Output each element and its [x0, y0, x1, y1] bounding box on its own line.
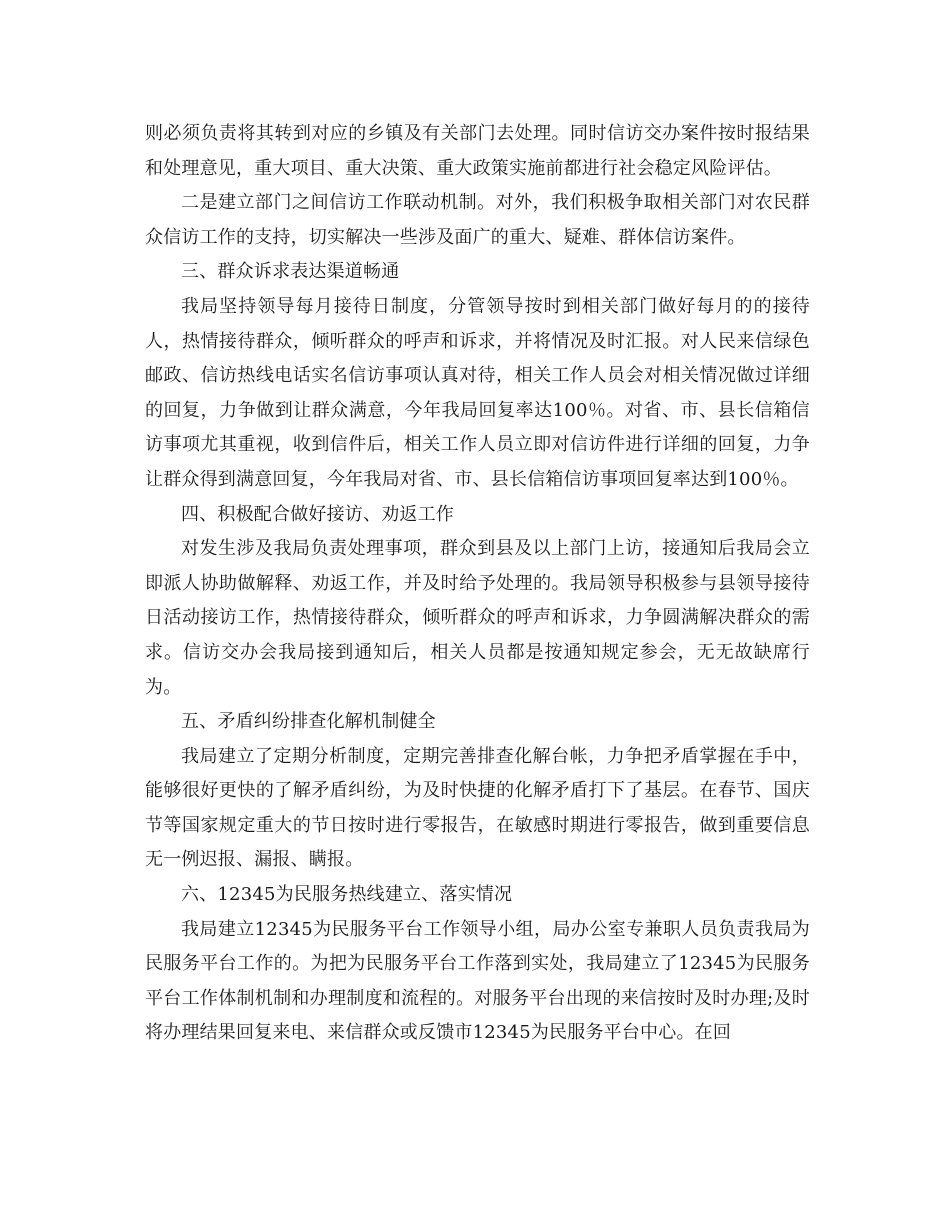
section-heading-6: 六、12345为民服务热线建立、落实情况	[181, 884, 513, 906]
paragraph-dispute-resolution: 我局建立了定期分析制度，定期完善排查化解台帐，力争把矛盾掌握在手中，能够很好更快的了解矛盾纠纷，为及时快捷的化解矛盾打下了基层。在春节、国庆节等国家规定重大的节日按时进行零报告，在敏感时期进行零报告，做到重要信息无一例迟报、漏报、瞒报。	[145, 745, 810, 871]
section-heading-4: 四、积极配合做好接访、劝返工作	[181, 503, 454, 525]
paragraph-reception-day: 我局坚持领导每月接待日制度，分管领导按时到相关部门做好每月的的接待人，热情接待群众，倾听群众的呼声和诉求，并将情况及时汇报。对人民来信绿色邮政、信访热线电话实名信访事项认真对待，相关工作人员会对相关情况做过详细的回复，力争做到让群众满意，今年我局回复率达100％。对省、市、县长信箱信访事项尤其重视，收到信件后，相关工作人员立即对信访件进行详细的回复，力争让群众得到满意回复，今年我局对省、市、县长信箱信访事项回复率达到100％。	[145, 295, 810, 490]
paragraph-continuation: 则必须负责将其转到对应的乡镇及有关部门去处理。同时信访交办案件按时报结果和处理意见，重大项目、重大决策、重大政策实施前都进行社会稳定风险评估。	[145, 123, 810, 179]
section-heading-5: 五、矛盾纠纷排查化解机制健全	[181, 711, 436, 733]
document-body	[145, 117, 810, 1051]
paragraph-persuasion-work: 对发生涉及我局负责处理事项，群众到县及以上部门上访，接通知后我局会立即派人协助做解释、劝返工作，并及时给予处理的。我局领导积极参与县领导接待日活动接访工作，热情接待群众，倾听群众的呼声和诉求，力争圆满解决群众的需求。信访交办会我局接到通知后，相关人员都是按通知规定参会，无无故缺席行为。	[145, 538, 810, 698]
section-heading-3: 三、群众诉求表达渠道畅通	[181, 261, 400, 283]
paragraph-linkage-mechanism: 二是建立部门之间信访工作联动机制。对外，我们积极争取相关部门对农民群众信访工作的支持，切实解决一些涉及面广的重大、疑难、群体信访案件。	[145, 192, 810, 248]
paragraph-hotline: 我局建立12345为民服务平台工作领导小组，局办公室专兼职人员负责我局为民服务平台工作的。为把为民服务平台工作落到实处，我局建立了12345为民服务平台工作体制机制和办理制度和流程的。对服务平台出现的来信按时及时办理;及时将办理结果回复来电、来信群众或反馈市12345为民服务平台中心。在回	[145, 918, 810, 1044]
